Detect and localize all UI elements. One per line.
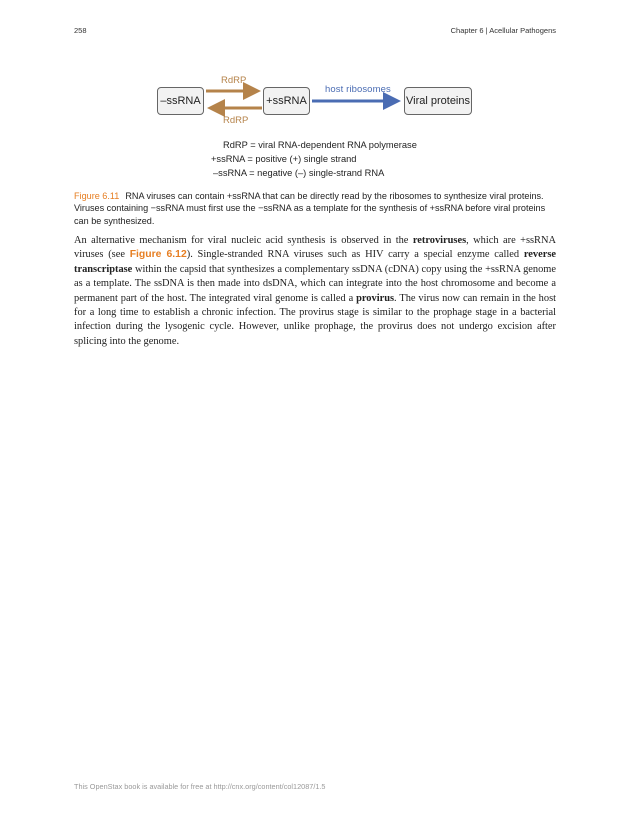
viral-proteins-box: Viral proteins	[404, 87, 472, 115]
body-text: An alternative mechanism for viral nucleic acid synthesis is observed in the	[74, 235, 413, 246]
legend-minus-ssrna: –ssRNA = negative (–) single-strand RNA	[213, 168, 385, 178]
minus-ssrna-box: –ssRNA	[157, 87, 204, 115]
figure-caption	[74, 190, 556, 227]
page-footer: This OpenStax book is available for free at http://cnx.org/content/col12087/1.5	[74, 782, 326, 791]
legend-plus-ssrna: +ssRNA = positive (+) single strand	[211, 154, 357, 164]
rdrp-top-label: RdRP	[221, 75, 247, 86]
term-retroviruses: retroviruses	[412, 235, 467, 246]
body-text: ). Single-stranded RNA viruses such as HIV carry a special enzyme called	[186, 249, 524, 261]
page-number: 258	[74, 26, 87, 35]
body-paragraph	[74, 234, 556, 349]
body-text: . The virus now can remain in the host for a long time to establish a chronic infection. The provirus stage is similar to the prophage stage in a bacterial infection during the lysogenic cycle. However, unlike prophage, the provirus does not undergo excision after splicing into the genome.	[74, 292, 556, 347]
term-reverse-transcriptase: reverse transcriptase	[74, 249, 556, 275]
body-text: within the capsid that synthesizes a complementary ssDNA (cDNA) copy using the +ssRNA genome as a template. The ssDNA is then made into dsDNA, which can integrate into the host chromosome and become a permanent part of the host. The integrated viral genome is called a	[74, 263, 556, 304]
caption-text: RNA viruses can contain +ssRNA that can be directly read by the ribosomes to synthesize viral proteins. Viruses containing −ssRNA must first use the −ssRNA as a template for the synthesis of +ssRNA before viral proteins can be synthesized.	[74, 191, 546, 226]
term-provirus: provirus	[356, 292, 395, 304]
body-text: , which are +ssRNA viruses (see	[74, 235, 556, 261]
plus-ssrna-box: +ssRNA	[263, 87, 310, 115]
figure-link[interactable]: Figure 6.12	[129, 249, 187, 261]
rna-synthesis-diagram	[150, 70, 480, 130]
legend-rdrp: RdRP = viral RNA-dependent RNA polymerase	[223, 140, 417, 150]
chapter-header: Chapter 6 | Acellular Pathogens	[450, 26, 556, 35]
ribosomes-label: host ribosomes	[325, 84, 391, 95]
rdrp-bottom-label: RdRP	[223, 115, 249, 126]
figure-label: Figure 6.11	[74, 191, 120, 201]
